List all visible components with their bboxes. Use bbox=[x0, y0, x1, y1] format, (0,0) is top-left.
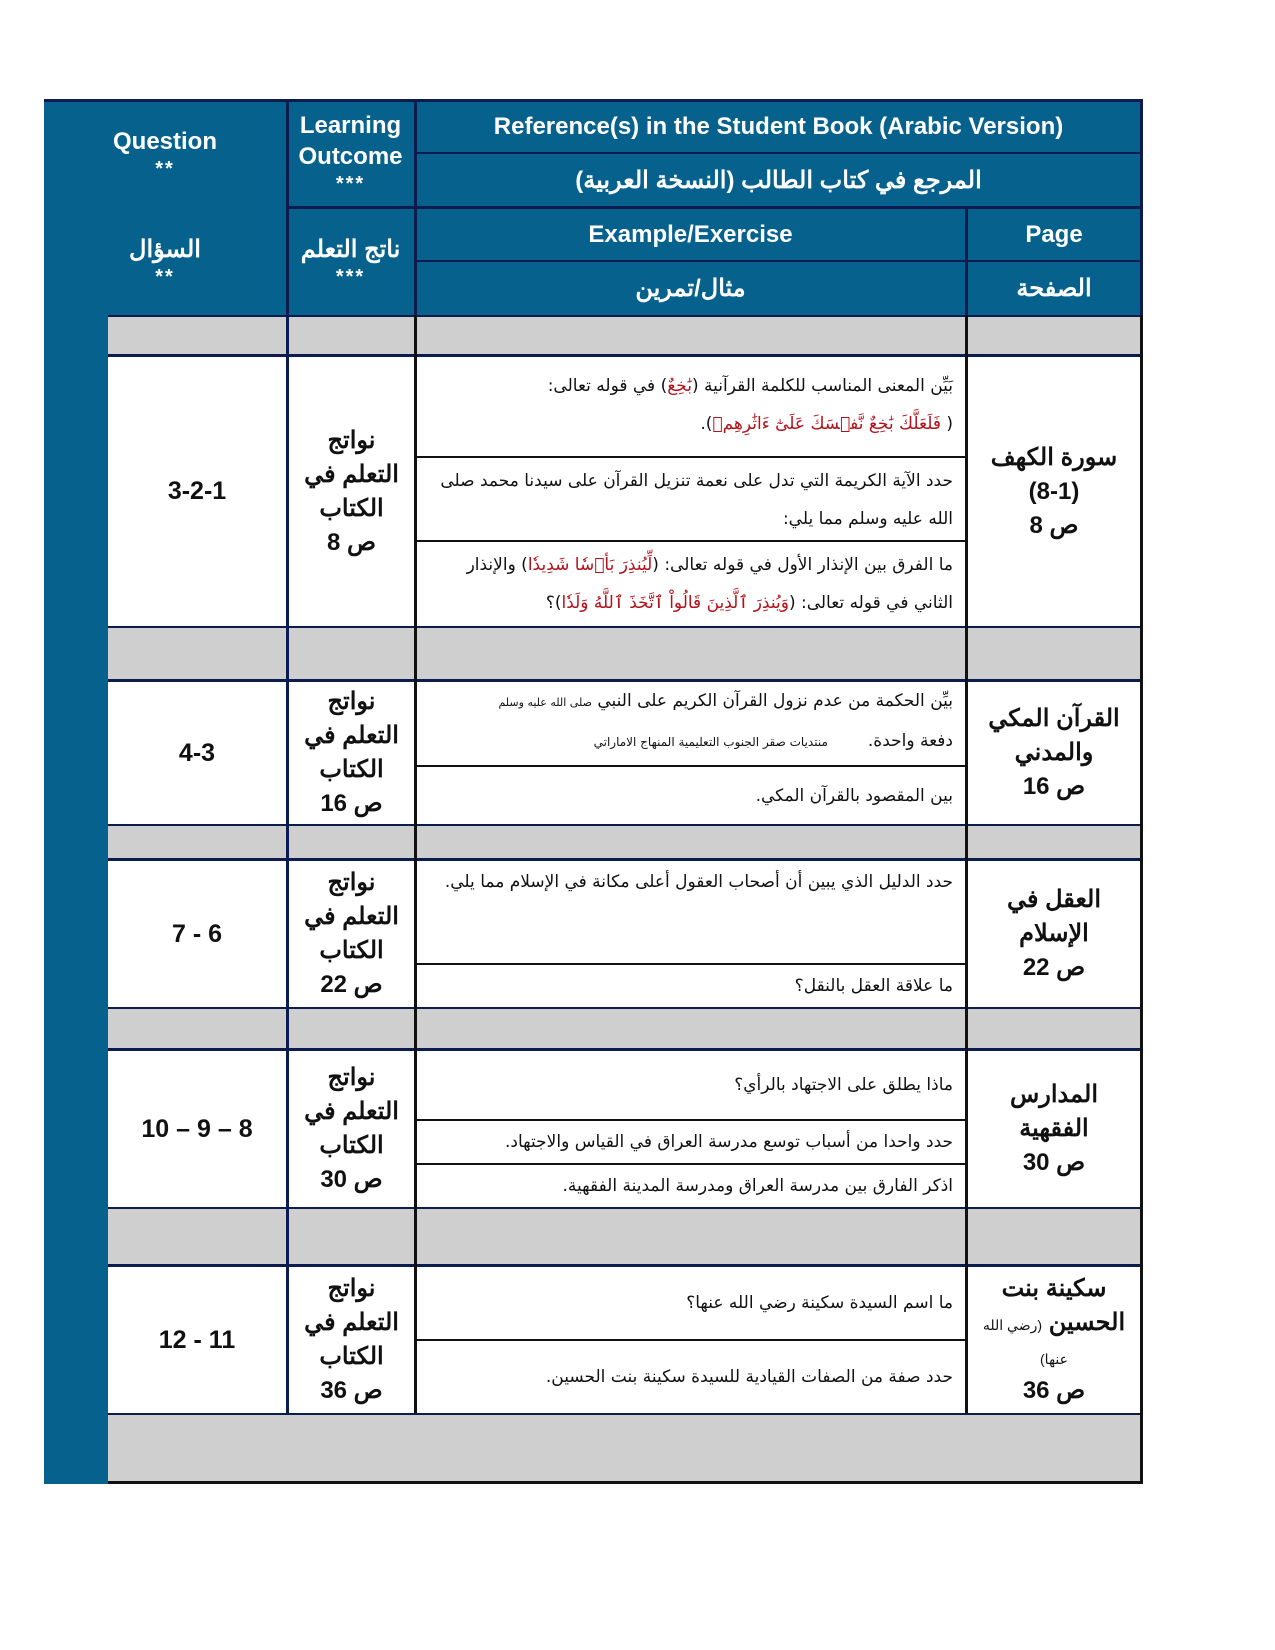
lo-line: التعلم في bbox=[304, 460, 399, 488]
exercise-cell bbox=[417, 767, 965, 824]
lo-line: التعلم في bbox=[304, 903, 399, 930]
header-reference-ar-text: المرجع في كتاب الطالب (النسخة العربية) bbox=[575, 166, 982, 194]
header-question bbox=[44, 99, 286, 315]
page-line: الإسلام bbox=[1019, 920, 1089, 947]
exercise-text: ما علاقة العقل بالنقل؟ bbox=[794, 976, 953, 996]
page-line: ص 30 bbox=[1022, 1149, 1086, 1176]
lo-line: ص 36 bbox=[320, 1377, 383, 1404]
header-lo-stars: *** bbox=[335, 173, 366, 195]
exercise-honorific: صلى الله عليه وسلم bbox=[498, 696, 592, 709]
exercise-text: دفعة واحدة. bbox=[867, 731, 953, 751]
header-lo-ar-stars: *** bbox=[335, 265, 366, 288]
exercise-text: حدد الآية الكريمة التي تدل على نعمة تنزيل القرآن على سيدنا محمد صلى الله عليه وسلم مما يلي: bbox=[440, 471, 953, 529]
question-cell: 7 - 6 bbox=[108, 861, 286, 1007]
lo-line: الكتاب bbox=[319, 937, 384, 964]
page-line: ص 36 bbox=[1022, 1377, 1086, 1404]
header-learning-outcome-ar bbox=[286, 207, 415, 315]
lo-line: نواتج bbox=[327, 869, 376, 896]
page-line: الفقهية bbox=[1019, 1115, 1089, 1142]
exercise-cell bbox=[417, 965, 965, 1007]
page-name: الحسين bbox=[1048, 1309, 1126, 1336]
lo-line: الكتاب bbox=[319, 1132, 384, 1159]
page-line: المدارس bbox=[1010, 1081, 1099, 1108]
quran-verse: فَلَعَلَّكَ بَٰخِعٌ نَّفۡسَكَ عَلَىٰٓ ءَاثَٰرِهِمۡ bbox=[712, 414, 941, 434]
spacer-row bbox=[108, 1207, 1142, 1267]
exercise-text: ) والإنذار الثاني في قوله تعالى: ( bbox=[466, 555, 953, 613]
lo-line: نواتج bbox=[327, 1275, 376, 1302]
exercise-text: حدد واحدا من أسباب توسع مدرسة العراق في القياس والاجتهاد. bbox=[505, 1132, 953, 1152]
column-divider bbox=[965, 315, 968, 1413]
exercise-text: حدد صفة من الصفات القيادية للسيدة سكينة بنت الحسين. bbox=[545, 1367, 953, 1387]
page-cell bbox=[968, 682, 1140, 824]
exercise-text: ما اسم السيدة سكينة رضي الله عنها؟ bbox=[686, 1293, 953, 1313]
header-question-ar: السؤال bbox=[129, 235, 201, 263]
header-lo-ar: ناتج التعلم bbox=[300, 235, 401, 263]
header-page-en-text: Page bbox=[1025, 220, 1083, 248]
exercise-cell bbox=[417, 861, 965, 965]
page-cell bbox=[968, 1267, 1140, 1413]
learning-outcome-cell bbox=[289, 861, 414, 1007]
exercise-cell bbox=[417, 357, 965, 458]
question-cell: 12 - 11 bbox=[108, 1267, 286, 1413]
page-cell bbox=[968, 357, 1140, 626]
header-border-top bbox=[44, 99, 1142, 102]
spacer-row bbox=[108, 824, 1142, 861]
header-divider bbox=[415, 152, 1142, 154]
exercise-text: )؟ bbox=[545, 593, 562, 613]
page-line: ص 16 bbox=[1022, 773, 1086, 800]
page-line: العقل في bbox=[1006, 886, 1102, 913]
question-cell: 4-3 bbox=[108, 682, 286, 824]
page-cell bbox=[968, 1051, 1140, 1207]
header-reference-en-text: Reference(s) in the Student Book (Arabic Version) bbox=[493, 112, 1064, 140]
header-divider bbox=[415, 260, 1142, 262]
lo-line: التعلم في bbox=[304, 1309, 399, 1336]
learning-outcome-cell bbox=[289, 1267, 414, 1413]
lo-line: نواتج bbox=[327, 426, 376, 454]
header-page-ar-text: الصفحة bbox=[1016, 274, 1092, 302]
column-divider bbox=[286, 315, 289, 1413]
lo-line: ص 16 bbox=[320, 790, 383, 817]
table-right-border bbox=[1140, 315, 1143, 1484]
page-line: سورة الكهف bbox=[990, 443, 1118, 471]
exercise-cell bbox=[417, 542, 965, 626]
header-example-en-text: Example/Exercise bbox=[588, 220, 793, 248]
exercise-text: بَيِّن المعنى المناسب للكلمة القرآنية ( bbox=[691, 376, 953, 396]
lo-line: الكتاب bbox=[319, 494, 384, 522]
curriculum-table bbox=[44, 99, 1142, 1484]
lo-line: ص 22 bbox=[320, 971, 383, 998]
watermark-text: منتديات صقر الجنوب التعليمية المنهاج الاماراتي bbox=[593, 735, 828, 749]
spacer-row bbox=[108, 315, 1142, 357]
header-example-ar-text: مثال/تمرين bbox=[635, 274, 746, 302]
exercise-cell bbox=[417, 1267, 965, 1341]
lo-line: ص 8 bbox=[326, 528, 377, 556]
header-question-stars: ** bbox=[155, 157, 175, 180]
spacer-row bbox=[108, 626, 1142, 682]
question-cell: 10 – 9 – 8 bbox=[108, 1051, 286, 1207]
learning-outcome-cell bbox=[289, 357, 414, 626]
header-reference-ar bbox=[415, 153, 1142, 207]
header-example-ar bbox=[415, 261, 966, 315]
lo-line: الكتاب bbox=[319, 1343, 384, 1370]
lo-line: نواتج bbox=[327, 1064, 376, 1091]
page-line bbox=[968, 1306, 1140, 1374]
header-question-en: Question bbox=[112, 127, 217, 155]
lo-line: التعلم في bbox=[304, 722, 399, 749]
quran-word: بَٰخِعٌ bbox=[667, 376, 692, 396]
page-line: ص 8 bbox=[1029, 511, 1079, 539]
exercise-cell bbox=[417, 1051, 965, 1121]
exercise-text: ( bbox=[940, 414, 953, 434]
header-example-en bbox=[415, 207, 966, 261]
lo-line: ص 30 bbox=[320, 1166, 383, 1193]
exercise-text: اذكر الفارق بين مدرسة العراق ومدرسة المدينة الفقهية. bbox=[562, 1176, 953, 1196]
header-lo-en-2: Outcome bbox=[298, 143, 403, 170]
quran-verse: وَيُنذِرَ ٱلَّذِينَ قَالُواْ ٱتَّخَذَ ٱللَّهُ وَلَدٗا bbox=[561, 593, 789, 613]
exercise-cell bbox=[417, 458, 965, 542]
exercise-text: بيِّن الحكمة من عدم نزول القرآن الكريم على النبي bbox=[597, 691, 953, 711]
header-lo-en-1: Learning bbox=[299, 112, 402, 139]
lo-line: نواتج bbox=[327, 688, 376, 715]
exercise-text: ). bbox=[700, 414, 713, 434]
page-line: القرآن المكي bbox=[988, 705, 1120, 732]
learning-outcome-cell bbox=[289, 682, 414, 824]
exercise-cell bbox=[417, 1341, 965, 1413]
page-line: ص 22 bbox=[1022, 954, 1086, 981]
page-line: (8-1) bbox=[1028, 477, 1080, 505]
exercise-text: ماذا يطلق على الاجتهاد بالرأي؟ bbox=[734, 1075, 953, 1095]
exercise-cell bbox=[417, 682, 965, 767]
learning-outcome-cell bbox=[289, 1051, 414, 1207]
header-divider bbox=[286, 206, 1142, 209]
quran-verse: لِّيُنذِرَ بَأۡسٗا شَدِيدٗا bbox=[527, 555, 653, 575]
exercise-text: ) في قوله تعالى: bbox=[547, 376, 668, 396]
exercise-cell bbox=[417, 1165, 965, 1207]
question-cell: 3-2-1 bbox=[108, 357, 286, 626]
header-reference-en bbox=[415, 99, 1142, 153]
exercise-text: ما الفرق بين الإنذار الأول في قوله تعالى: ( bbox=[652, 555, 953, 575]
exercise-text: حدد الدليل الذي يبين أن أصحاب العقول أعلى مكانة في الإسلام مما يلي. bbox=[444, 872, 953, 892]
lo-line: التعلم في bbox=[304, 1098, 399, 1125]
page-line: سكينة بنت bbox=[1001, 1275, 1107, 1302]
header-learning-outcome-en bbox=[286, 99, 415, 207]
exercise-cell bbox=[417, 1121, 965, 1165]
header-question-ar-stars: ** bbox=[155, 265, 175, 288]
exercise-text: بين المقصود بالقرآن المكي. bbox=[755, 785, 953, 806]
header-page-en bbox=[966, 207, 1142, 261]
column-divider bbox=[414, 315, 417, 1413]
lo-line: الكتاب bbox=[319, 756, 384, 783]
page-line: والمدني bbox=[1014, 739, 1094, 766]
spacer-row bbox=[108, 1007, 1142, 1051]
spacer-row bbox=[108, 1413, 1142, 1484]
header-page-ar bbox=[966, 261, 1142, 315]
page-honorific: (رضي الله عنها) bbox=[982, 1317, 1068, 1367]
page-cell bbox=[968, 861, 1140, 1007]
